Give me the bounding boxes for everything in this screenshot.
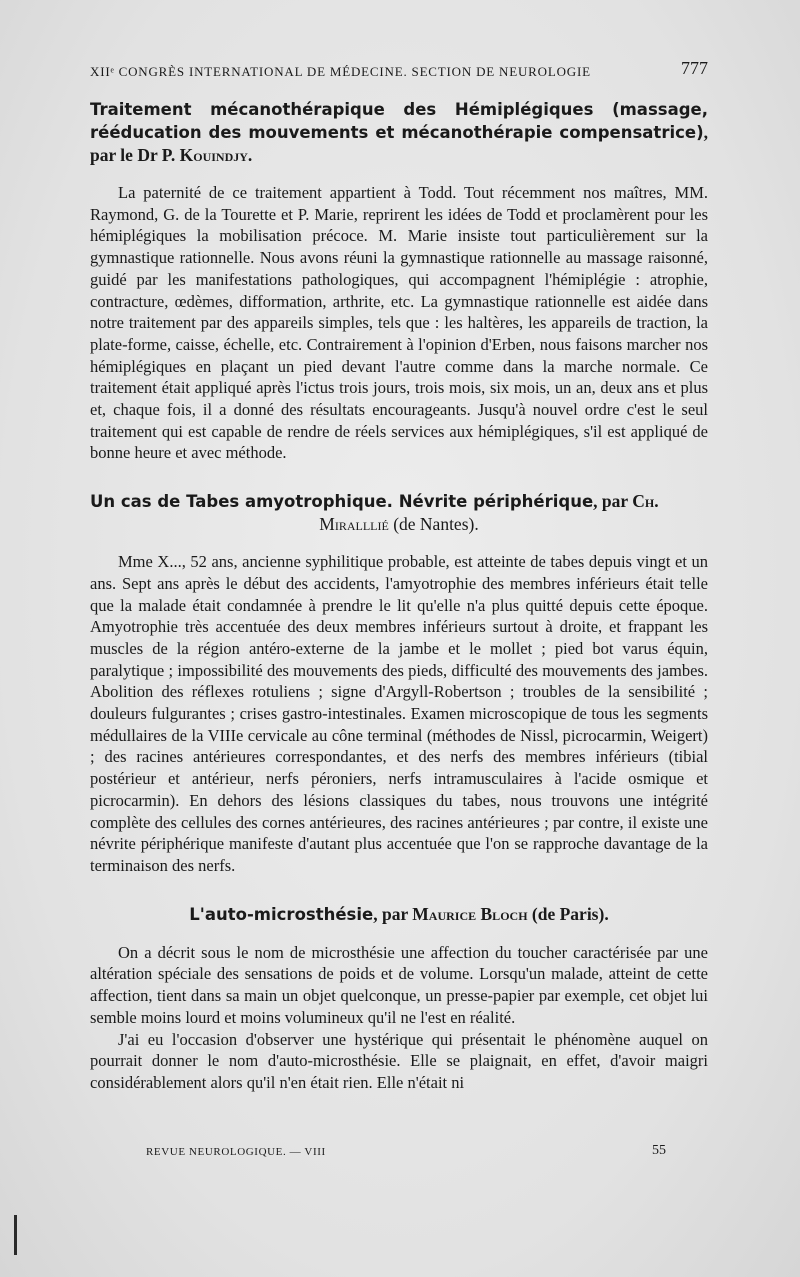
article-2-title-text: Un cas de Tabes amyotrophique. Névrite périphérique	[90, 492, 594, 512]
article-1-title-text: Traitement mécanothérapique des Hémiplégiques (massage, rééducation des mouvements et mécanothérapie compensatrice)	[90, 100, 708, 142]
article-1-by: , par le	[90, 122, 708, 165]
page-footer	[146, 1143, 666, 1158]
journal-name: REVUE NEUROLOGIQUE. — VIII	[146, 1146, 326, 1158]
page-content	[90, 98, 708, 1094]
page-number: 777	[681, 58, 708, 78]
scan-edge-mark	[14, 1215, 17, 1255]
article-2-affiliation: (de Nantes).	[388, 514, 479, 535]
signature-number: 55	[652, 1143, 666, 1158]
article-2-author: Miralllié	[319, 514, 389, 535]
article-3-body-2: J'ai eu l'occasion d'observer une hystérique qui présentait le phénomène auquel on pourrait donner le nom d'auto-microsthésie. Elle se plaignait, en effet, d'avoir maigri considérablement alors qu'il n'en était rien. Elle n'était ni	[90, 1029, 708, 1092]
running-title: XIIᵉ CONGRÈS INTERNATIONAL DE MÉDECINE. SECTION DE NEUROLOGIE	[90, 64, 591, 79]
article-1-author-prefix: Dr P.	[137, 145, 180, 165]
article-3-title-text: L'auto-microsthésie	[189, 904, 374, 924]
article-1-author: Kouindjy.	[179, 145, 253, 165]
article-3-body-1: On a décrit sous le nom de microsthésie une affection du toucher caractérisée par une altération spéciale des sensations de poids et de volume. Lorsqu'un malade, atteint de cette affection, tient dans sa main un objet quelconque, un presse-papier par exemple, cet objet lui semble moins lourd et moins volumineux qu'il ne l'est en réalité.	[90, 942, 708, 1027]
article-2-title	[90, 490, 708, 513]
running-header	[90, 58, 708, 80]
article-3-author: Maurice Bloch	[412, 903, 528, 924]
article-2-by: , par	[593, 491, 633, 512]
article-3-affiliation: (de Paris).	[527, 903, 609, 924]
article-2-body: Mme X..., 52 ans, ancienne syphilitique probable, est atteinte de tabes depuis vingt et un ans. Sept ans après le début des accidents, l'amyotrophie des membres inférieurs était telle que la malade était condamnée à prendre le lit qu'elle n'a plus quitté depuis cette époque. Amyotrophie très accentuée des deux membres inférieurs surtout à droite, et frappant les muscles de la région antéro-externe de la jambe et le mollet ; pied bot varus équin, paralytique ; impossibilité des mouvements des pieds, difficulté des mouvements des jambes. Abolition des réflexes rotuliens ; signe d'Argyll-Robertson ; troubles de la sensibilité ; douleurs fulgurantes ; crises gastro-intestinales. Examen microscopique de tous les segments médullaires de la VIIIe cervicale au cône terminal (méthodes de Nissl, picrocarmin, Weigert) ; des racines antérieures correspondantes, et des nerfs des membres inférieurs (tibial postérieur et antérieur, nerfs péroniers, nerfs intramusculaires à l'acide osmique et picrocarmin). En dehors des lésions classiques du tabes, nous trouvons une intégrité complète des cellules des cornes antérieures, des racines antérieures ; par contre, il existe une névrite périphérique manifeste d'autant plus accentuée que l'on se rapproche davantage de la terminaison des nerfs.	[90, 552, 708, 875]
article-1-title	[90, 98, 708, 166]
article-1-body: La paternité de ce traitement appartient à Todd. Tout récemment nos maîtres, MM. Raymond, G. de la Tourette et P. Marie, reprirent les idées de Todd et proclamèrent pour les hémiplégiques la mobilisation précoce. M. Marie insiste tout particulièrement sur la gymnastique rationnelle. Nous avons réuni la gymnastique rationnelle au massage raisonné, guidé par les manifestations pathologiques, qui accompagnent l'hémiplégie : atrophie, contracture, œdèmes, difformation, arthrite, etc. La gymnastique rationnelle est aidée dans notre traitement par des appareils simples, tels que : les haltères, les appareils de traction, la plate-forme, caisse, échelle, etc. Contrairement à l'opinion d'Erben, nous faisons marcher nos hémiplégiques en plaçant un pied devant l'autre comme dans la marche normale. Ce traitement était appliqué après l'ictus trois jours, trois mois, six mois, un an, deux ans et plus et, chaque fois, il a donné des résultats encourageants. Jusqu'à nouvel ordre c'est le seul traitement qui est capable de rendre de réels services aux hémiplégiques, s'il est appliqué de bonne heure et avec méthode.	[90, 183, 708, 463]
article-3-title	[90, 903, 708, 926]
article-2-author-initial: Ch.	[632, 491, 659, 512]
article-2-author-line	[90, 513, 708, 535]
article-3-by: , par	[373, 903, 413, 924]
